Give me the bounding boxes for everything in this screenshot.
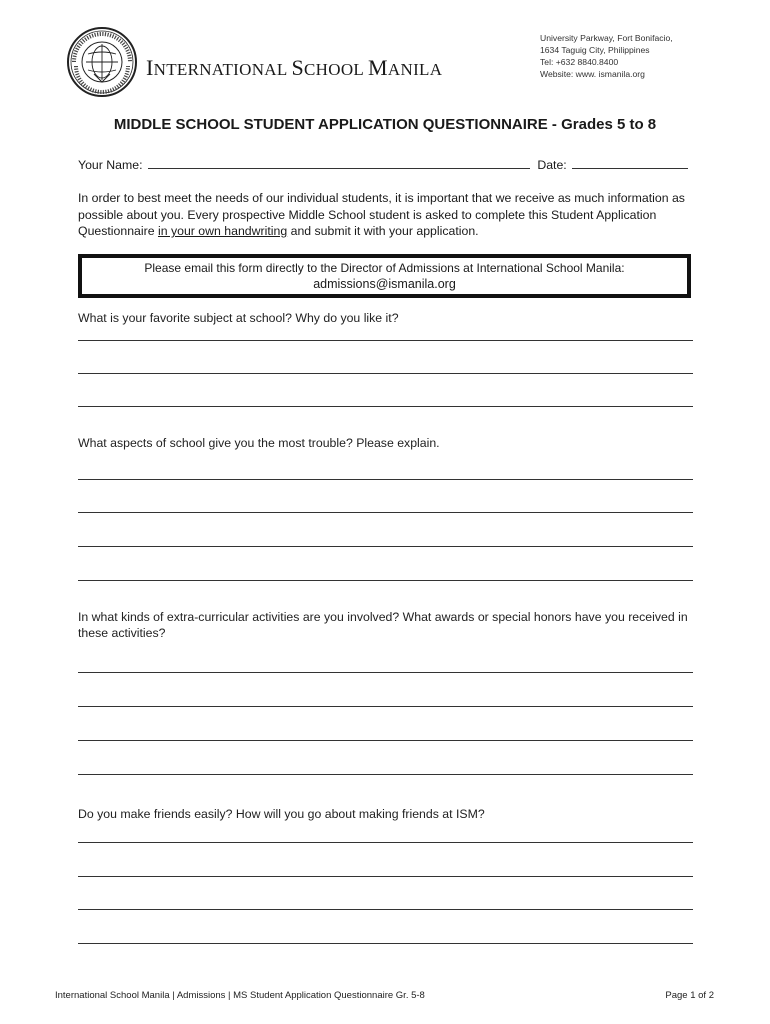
intro-underlined: in your own handwriting	[157, 224, 288, 238]
phone-line: Tel: +632 8840.8400	[540, 57, 619, 67]
address-line: University Parkway, Fort Bonifacio,	[540, 33, 673, 43]
email-notice-box	[78, 254, 691, 298]
answer-line[interactable]	[78, 740, 693, 741]
answer-line[interactable]	[78, 706, 693, 707]
question-4: Do you make friends easily? How will you go about making friends at ISM?	[78, 807, 485, 821]
date-blank[interactable]	[572, 158, 688, 169]
answer-line[interactable]	[78, 909, 693, 910]
name-label: Your Name:	[78, 158, 143, 172]
intro-paragraph	[78, 190, 698, 240]
school-name: INTERNATIONAL SCHOOL MANILA	[146, 55, 443, 80]
answer-line[interactable]	[78, 546, 693, 547]
answer-line[interactable]	[78, 943, 693, 944]
intro-text: In order to best meet the needs of our individual students, it is important that we receive as much information as possible about you. Every prospective Middle School student is asked to complete this Student Application Questionnaire	[78, 191, 685, 238]
answer-line[interactable]	[78, 774, 693, 775]
school-seal-logo	[66, 26, 138, 98]
address-line: 1634 Taguig City, Philippines	[540, 45, 650, 55]
footer-document-info: International School Manila | Admissions | MS Student Application Questionnaire Gr. 5-8	[55, 990, 425, 1001]
intro-text-end: and submit it with your application.	[287, 224, 479, 238]
question-3: In what kinds of extra-curricular activities are you involved? What awards or special honors have you received in these activities?	[78, 610, 688, 640]
question-2: What aspects of school give you the most trouble? Please explain.	[78, 436, 440, 450]
question-1: What is your favorite subject at school? Why do you like it?	[78, 311, 399, 325]
website-line: Website: www. ismanila.org	[540, 69, 645, 79]
answer-line[interactable]	[78, 842, 693, 843]
footer-page-number: Page 1 of 2	[665, 990, 714, 1001]
answer-line[interactable]	[78, 340, 693, 341]
answer-line[interactable]	[78, 512, 693, 513]
answer-line[interactable]	[78, 373, 693, 374]
answer-line[interactable]	[78, 672, 693, 673]
notice-text: Please email this form directly to the Director of Admissions at International School Manila:	[144, 261, 625, 275]
answer-line[interactable]	[78, 406, 693, 407]
answer-line[interactable]	[78, 876, 693, 877]
document-title: MIDDLE SCHOOL STUDENT APPLICATION QUESTIONNAIRE - Grades 5 to 8	[113, 116, 657, 133]
date-label: Date:	[537, 158, 567, 172]
name-date-row	[78, 158, 688, 172]
admissions-email: admissions@ismanila.org	[313, 277, 456, 291]
answer-line[interactable]	[78, 479, 693, 480]
answer-line[interactable]	[78, 580, 693, 581]
name-blank[interactable]	[148, 158, 530, 169]
school-address	[540, 32, 673, 80]
